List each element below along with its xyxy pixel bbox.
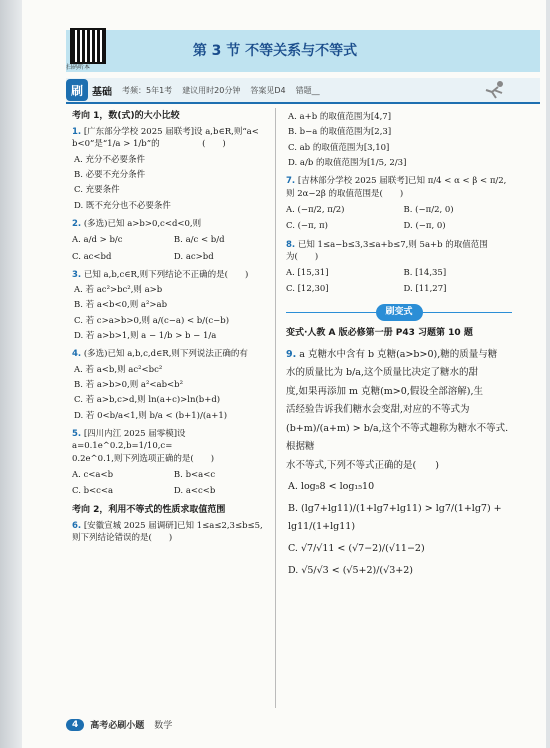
shua-badge: 刷: [66, 79, 88, 101]
qr-label: 扫码听本: [66, 64, 91, 71]
option-d[interactable]: D. a<c<b: [173, 486, 216, 497]
option-a[interactable]: A. c<a<b: [72, 469, 114, 480]
question-number: 6.: [72, 520, 82, 531]
question-line: 水不等式,下列不等式正确的是( ): [286, 459, 439, 471]
topic-heading-2: 考向 2，利用不等式的性质求取值范围: [72, 504, 226, 515]
question-2: [72, 218, 268, 263]
question-stem: (多选)已知 a,b,c,d∈R,则下列说法正确的有: [83, 349, 248, 360]
question-number: 5.: [72, 428, 82, 439]
column-divider: [275, 108, 276, 708]
option-a[interactable]: A. a/d > b/c: [72, 235, 123, 246]
question-stem: 为( ): [286, 251, 319, 262]
option-b[interactable]: B. a/c < b/d: [173, 235, 225, 246]
question-stem: 则 2α−2β 的取值范围是( ): [286, 188, 404, 199]
divider-line: [286, 312, 376, 313]
question-line: 度,如果再添加 m 克糖(m>0,假设全部溶解),生: [286, 385, 484, 397]
runner-icon: [474, 80, 512, 100]
option-b[interactable]: B. b−a 的取值范围为[2,3]: [288, 127, 392, 138]
variant-tag: 刷变式: [376, 304, 423, 321]
question-number: 4.: [72, 349, 82, 360]
question-stem: 已知 a,b,c∈R,则下列结论不正确的是( ): [83, 269, 249, 280]
question-stem: (多选)已知 a>b>0,c<d<0,则: [83, 218, 202, 229]
option-a[interactable]: A. log₅8 < log₁₅10: [288, 481, 375, 493]
option-a[interactable]: A. (−π/2, π/2): [286, 204, 345, 215]
time-info: 建议用时20分钟: [182, 85, 241, 95]
divider-line: [423, 312, 513, 313]
option-b[interactable]: B. b<a<c: [173, 469, 216, 480]
question-9: [286, 346, 512, 580]
question-stem: [安徽宣城 2025 届调研]已知 1≤a≤2,3≤b≤5,: [83, 520, 263, 531]
question-number: 2.: [72, 218, 82, 229]
question-3: [72, 269, 268, 343]
variant-source: 变式·人教 A 版必修第一册 P43 习题第 10 题: [286, 327, 473, 338]
option-c[interactable]: C. b<c<a: [72, 486, 114, 497]
option-a[interactable]: A. [15,31]: [286, 268, 329, 279]
question-stem: 则下列结论错误的是( ): [72, 532, 173, 543]
option-c[interactable]: C. 若 a>b,c>d,则 ln(a+c)>ln(b+d): [74, 395, 221, 406]
option-c[interactable]: C. (−π, π): [286, 221, 328, 232]
option-b[interactable]: B. (−π/2, 0): [403, 204, 454, 215]
option-c[interactable]: C. [12,30]: [286, 284, 329, 295]
question-line: (b+m)/(a+m) > b/a,这个不等式趣称为糖水不等式.根据糖: [286, 422, 509, 453]
question-line: a 克糖水中含有 b 克糖(a>b>0),糖的质量与糖: [299, 348, 498, 360]
answer-ref: 答案见D4: [250, 85, 286, 95]
option-a[interactable]: A. a+b 的取值范围为[4,7]: [288, 112, 392, 122]
option-c[interactable]: C. 若 c>a>b>0,则 a/(c−a) < b/(c−b): [74, 315, 230, 326]
wrong-count: 错题__: [295, 85, 320, 95]
question-number: 8.: [286, 239, 296, 250]
left-column: [72, 108, 268, 550]
question-number: 3.: [72, 269, 82, 280]
info-bar: [66, 78, 540, 104]
option-d[interactable]: D. 若 0<b/a<1,则 b/a < (b+1)/(a+1): [74, 410, 228, 421]
question-stem: b<0”是“1/a > 1/b”的 ( ): [72, 139, 226, 150]
option-b[interactable]: B. (lg7+lg11)/(1+lg7+lg11) > lg7/(1+lg7) + lg11/(1+lg11): [288, 502, 502, 533]
subject-label: 数学: [154, 721, 173, 731]
page-footer: [66, 718, 172, 731]
option-a[interactable]: A. 充分不必要条件: [74, 154, 146, 165]
question-8: [286, 239, 512, 296]
option-b[interactable]: B. 必要不充分条件: [74, 169, 146, 180]
question-4: [72, 348, 268, 422]
question-7: [286, 175, 512, 232]
question-1: [72, 126, 268, 212]
question-line: 水的质量比为 b/a,这个质量比决定了糖水的甜: [286, 367, 478, 379]
option-d[interactable]: D. 既不充分也不必要条件: [74, 200, 171, 211]
question-5: [72, 428, 268, 498]
option-c[interactable]: C. ab 的取值范围为[3,10]: [288, 142, 390, 153]
question-stem: [四川内江 2025 届零模]设 a=0.1e^0.2,b=1/10,c=: [72, 428, 186, 452]
option-d[interactable]: D. [11,27]: [403, 284, 447, 295]
option-c[interactable]: C. √7/√11 < (√7−2)/(√11−2): [288, 543, 425, 554]
right-column: [286, 108, 512, 586]
section-title: 第 3 节 不等关系与不等式: [192, 43, 358, 59]
option-b[interactable]: B. 若 a>b>0,则 a²<ab<b²: [74, 380, 183, 391]
option-d[interactable]: D. √5/√3 < (√5+2)/(√3+2): [288, 564, 413, 576]
option-b[interactable]: B. [14,35]: [403, 268, 447, 279]
page-edge: [0, 0, 22, 748]
topic-heading-1: 考向 1，数(式)的大小比较: [72, 111, 180, 121]
option-d[interactable]: D. ac>bd: [173, 251, 214, 262]
question-stem: 已知 1≤a−b≤3,3≤a+b≤7,则 5a+b 的取值范围: [297, 239, 488, 250]
option-b[interactable]: B. 若 a<b<0,则 a²>ab: [74, 300, 168, 311]
question-stem: [吉林部分学校 2025 届联考]已知 π/4 < α < β < π/2,: [297, 176, 507, 187]
question-number: 7.: [286, 176, 296, 187]
frequency-info: 考频：5年1考: [122, 85, 173, 95]
option-a[interactable]: A. 若 ac²>bc²,则 a>b: [74, 285, 163, 296]
question-number: 1.: [72, 127, 82, 138]
page-number: 4: [66, 719, 84, 731]
question-stem: 0.2e^0.1,则下列选项正确的是( ): [72, 453, 215, 464]
question-6: [72, 520, 268, 545]
question-stem: [广东部分学校 2025 届联考]设 a,b∈R,则“a<: [83, 127, 259, 138]
section-level: 基础: [92, 86, 112, 98]
question-6-options: [286, 111, 512, 169]
option-c[interactable]: C. ac<bd: [72, 251, 112, 262]
question-number: 9.: [286, 348, 297, 360]
option-d[interactable]: D. a/b 的取值范围为[1/5, 2/3]: [288, 157, 407, 168]
option-d[interactable]: D. (−π, 0): [403, 221, 446, 232]
variant-divider: [286, 304, 512, 321]
question-line: 活经验告诉我们糖水会变甜,对应的不等式为: [286, 404, 470, 416]
book-title: 高考必刷小题: [90, 721, 145, 731]
option-d[interactable]: D. 若 a>b>1,则 a − 1/b > b − 1/a: [74, 331, 217, 342]
option-c[interactable]: C. 充要条件: [74, 185, 120, 196]
option-a[interactable]: A. 若 a<b,则 ac²<bc²: [74, 364, 163, 375]
